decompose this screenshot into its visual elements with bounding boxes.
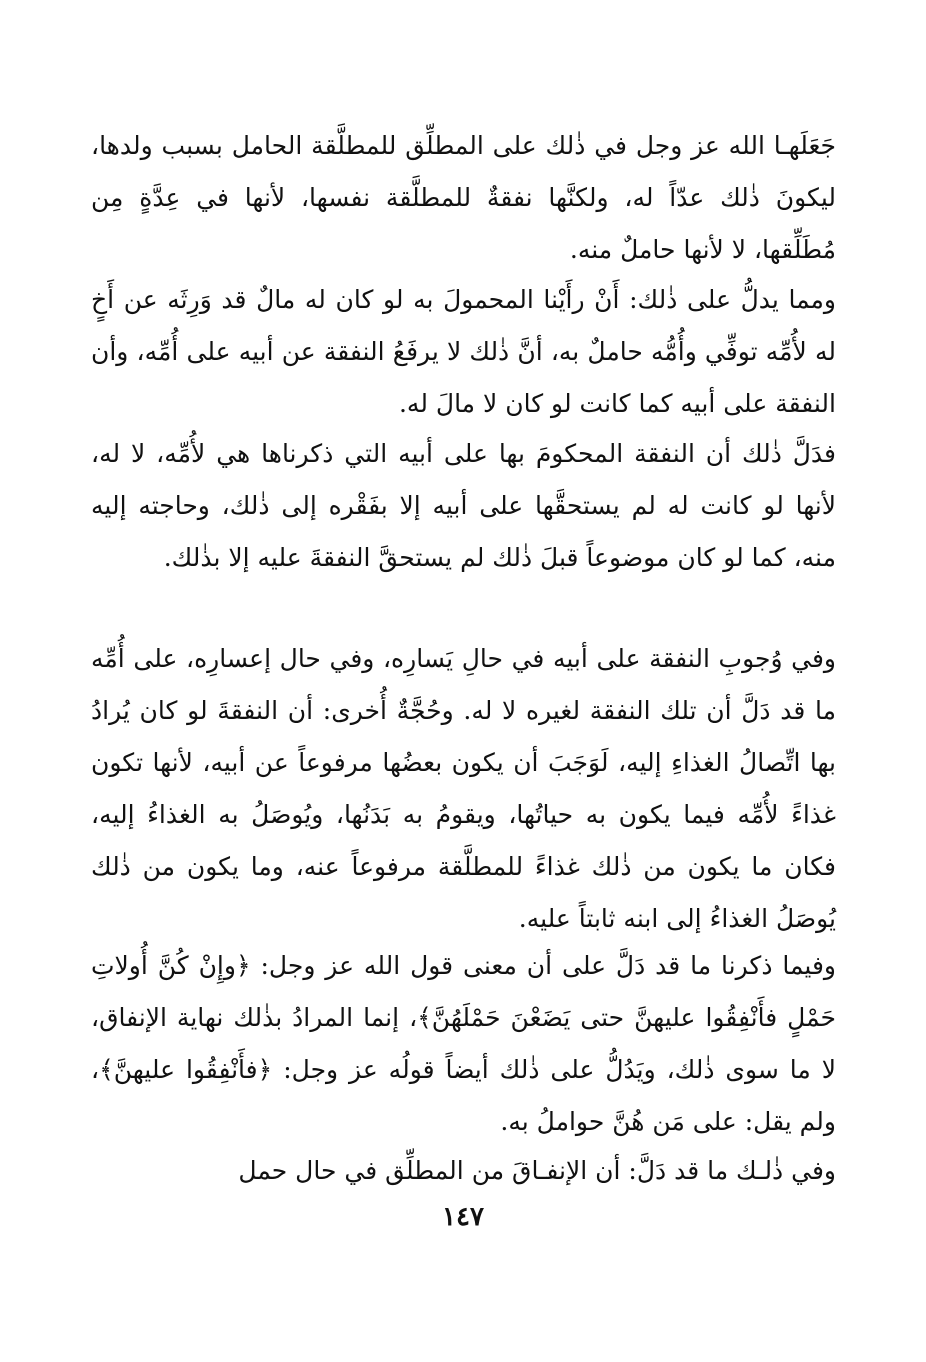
paragraph-1 <box>91 120 836 276</box>
paragraph-text: ومما يدلُّ على ذٰلك: أَنْ رأَيْنا المحمولَ به لو كان له مالٌ قد وَرِثَه عن أَخٍ له لأُمِّه توفِّي وأُمُّه حاملٌ به، أنَّ ذٰلك لا يرفَعُ النفقة عن أبيه على أُمِّه، وأن النفقة على أبيه كما كانت لو كان لا مالَ له. <box>91 285 836 418</box>
paragraph-text: جَعَلَهـا الله عز وجل في ذٰلك على المطلِّق للمطلَّقة الحامل بسبب ولدها، ليكونَ ذٰلك عدّاً له، ولكنَّها نفقةٌ للمطلَّقة نفسها، لأنها في عِدَّةٍ مِن مُطَلِّقها، لا لأنها حاملٌ منه. <box>91 131 836 264</box>
paragraph-6 <box>91 1145 836 1197</box>
paragraph-text: فدَلَّ ذٰلك أن النفقة المحكومَ بها على أبيه التي ذكرناها هي لأُمِّه، لا له، لأنها لو كانت له لم يستحقَّها على أبيه إلا بفَقْره إلى ذٰلك، وحاجته إليه منه، كما لو كان موضوعاً قبلَ ذٰلك لم يستحقَّ النفقةَ عليه إلا بذٰلك. <box>91 439 836 572</box>
paragraph-text: وفي وُجوبِ النفقة على أبيه في حالِ يَسارِه، وفي حال إعسارِه، على أُمِّه ما قد دَلَّ أن تلك النفقة لغيره لا له. وحُجَّةٌ أُخرى: أن النفقةَ لو كان يُرادُ بها اتِّصالُ الغذاءِ إليه، لَوَجَبَ أن يكون بعضُها مرفوعاً عن أبيه، لأنها تكون غذاءً لأُمِّه فيما يكون به حياتُها، ويقومُ به بَدَنُها، ويُوصَلُ به الغذاءُ إليه، فكان ما يكون من ذٰلك غذاءً للمطلَّقة مرفوعاً عنه، وما يكون من ذٰلك يُوصَلُ الغذاءُ إلى ابنه ثابتاً عليه. <box>91 644 836 933</box>
paragraph-5 <box>91 940 836 1148</box>
paragraph-3 <box>91 428 836 584</box>
paragraph-2 <box>91 274 836 430</box>
paragraph-text: وفي ذٰلـك ما قد دَلَّ: أن الإنفـاقَ من المطلِّق في حال حمل <box>238 1156 836 1185</box>
page-number: ١٤٧ <box>442 1202 484 1232</box>
paragraph-4 <box>91 633 836 945</box>
paragraph-text: وفيما ذكرنا ما قد دَلَّ على أن معنى قول الله عز وجل: ﴿وإِنْ كُنَّ أُولاتِ حَمْلٍ فأَنْفِقُوا عليهنَّ حتى يَضَعْنَ حَمْلَهُنَّ﴾، إنما المرادُ بذٰلك نهاية الإنفاق، لا ما سوى ذٰلك، ويَدُلُّ على ذٰلك أيضاً قولُه عز وجل: ﴿فأَنْفِقُوا عليهنَّ﴾، ولم يقل: على مَن هُنَّ حواملُ به. <box>91 951 836 1136</box>
